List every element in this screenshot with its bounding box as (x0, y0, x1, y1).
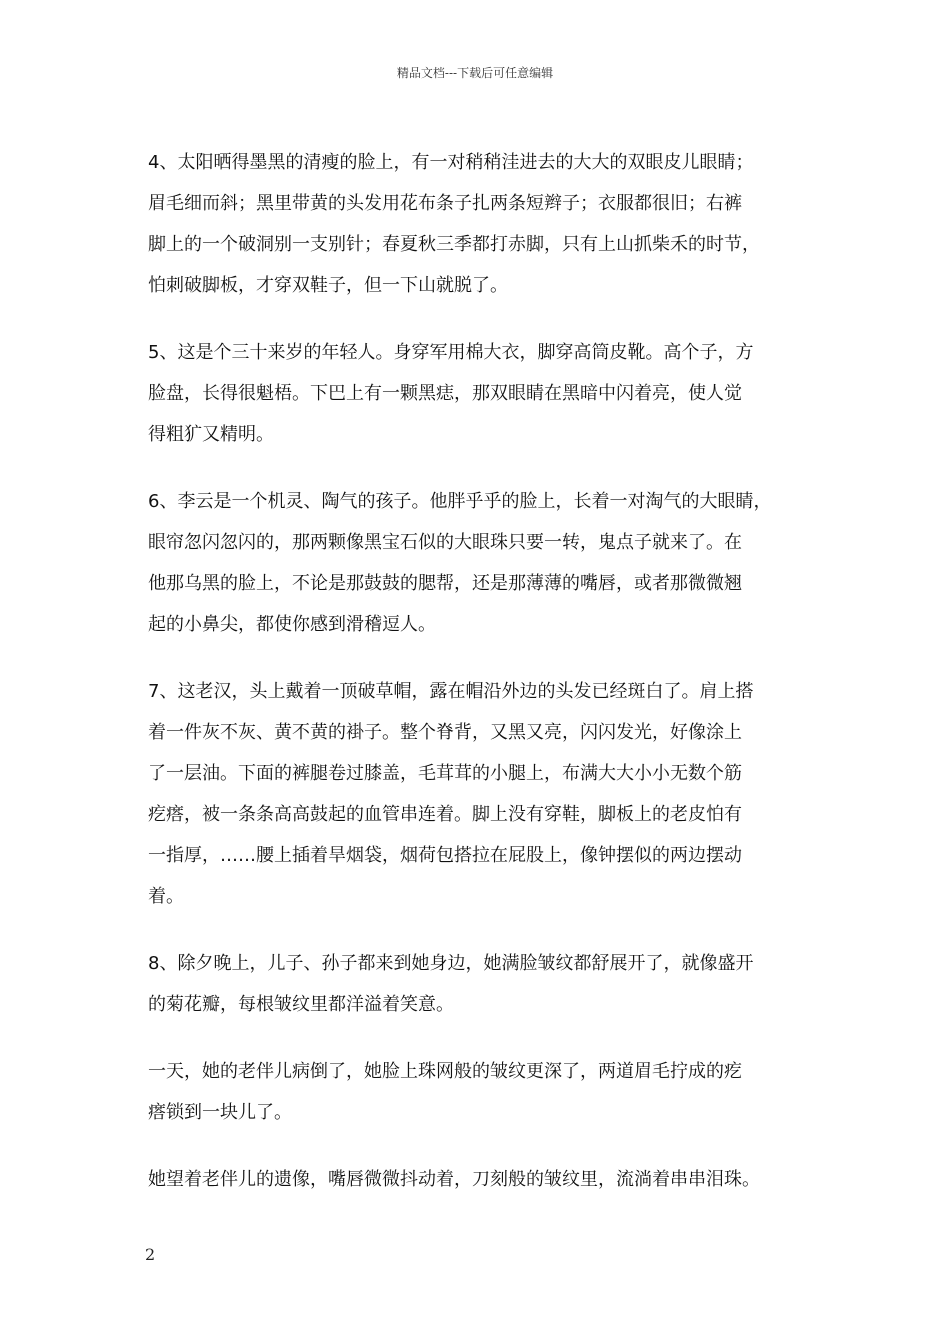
paragraph-6: 6、李云是一个机灵、陶气的孩子。他胖乎乎的脸上，长着一对淘气的大眼睛， 眼帘忽闪忽闪的，那两颗像黑宝石似的大眼珠只要一转，鬼点子就来了。在 他那乌黑的脸上，不论是那鼓鼓的腮帮，还是那薄薄的嘴唇，或者那微微翘 起的小鼻尖，都使你感到滑稽逗人。 (148, 491, 772, 635)
paragraph-8-continued-2: 她望着老伴儿的遗像，嘴唇微微抖动着，刀刻般的皱纹里，流淌着串串泪珠。 (148, 1169, 760, 1190)
paragraph-4: 4、太阳晒得墨黑的清瘦的脸上，有一对稍稍洼进去的大大的双眼皮儿眼睛； 眉毛细而斜；黑里带黄的头发用花布条子扎两条短辫子；衣服都很旧；右裤 脚上的一个破洞别一支别针；春夏秋三季都打赤脚，只有上山抓柴禾的时节， 怕刺破脚板，才穿双鞋子，但一下山就脱了。 (148, 152, 760, 296)
page-number: 2 (145, 1245, 156, 1264)
page-header: 精品文档---下载后可任意编辑 (396, 66, 554, 80)
document-body (148, 142, 808, 1226)
paragraph-7: 7、这老汉，头上戴着一顶破草帽，露在帽沿外边的头发已经斑白了。肩上搭 着一件灰不灰、黄不黄的褂子。整个脊背，又黑又亮，闪闪发光，好像涂上 了一层油。下面的裤腿卷过膝盖，毛茸茸的小腿上，布满大大小小无数个筋 疙瘩，被一条条高高鼓起的血管串连着。脚上没有穿鞋，脚板上的老皮怕有 一指厚，……腰上插着旱烟袋，烟荷包搭拉在屁股上，像钟摆似的两边摆动 着。 (148, 681, 754, 907)
paragraph-5: 5、这是个三十来岁的年轻人。身穿军用棉大衣，脚穿高筒皮靴。高个子，方 脸盘，长得很魁梧。下巴上有一颗黑痣，那双眼睛在黑暗中闪着亮，使人觉 得粗犷又精明。 (148, 342, 754, 445)
paragraph-8-continued-1: 一天，她的老伴儿病倒了，她脸上珠网般的皱纹更深了，两道眉毛拧成的疙 瘩锁到一块儿了。 (148, 1061, 742, 1123)
paragraph-8: 8、除夕晚上，儿子、孙子都来到她身边，她满脸皱纹都舒展开了，就像盛开 的菊花瓣，每根皱纹里都洋溢着笑意。 (148, 953, 754, 1015)
